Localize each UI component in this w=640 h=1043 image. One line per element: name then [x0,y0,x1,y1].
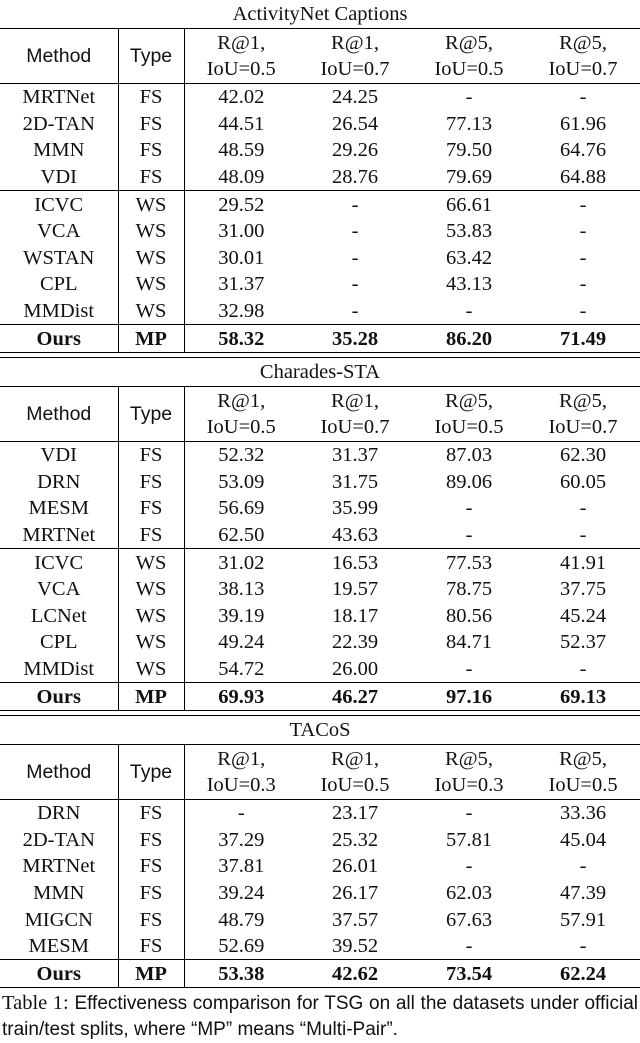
method-cell: LCNet [0,603,118,630]
method-cell: MMN [0,880,118,907]
value-cell: 25.32 [331,828,379,851]
column-header-metric [298,386,412,441]
value-cell: 62.50 [218,524,265,547]
value-cell: 84.71 [445,631,493,654]
header-row [0,386,640,441]
value-cell: 31.00 [218,220,265,243]
value-cell: 26.00 [331,657,379,680]
metric-recall: R@1, [331,747,379,770]
value-cell: 58.32 [184,325,298,352]
value-cell: - [351,246,359,269]
type-cell: FS [118,111,184,138]
value-cell: - [465,935,473,958]
value-cell: 30.01 [218,246,265,269]
value-cell: 35.99 [331,497,379,520]
value-cell: 79.50 [445,139,493,162]
method-cell: VDI [0,441,118,468]
type-cell: WS [118,218,184,245]
column-header-metric [412,29,526,84]
method-cell: CPL [0,629,118,656]
value-cell: 46.27 [298,683,412,710]
value-cell: 64.76 [559,139,607,162]
value-cell: 64.88 [559,166,607,189]
value-cell: 28.76 [331,166,379,189]
value-cell: - [579,524,587,547]
value-cell: - [579,300,587,323]
value-cell: 41.91 [526,549,640,576]
type-cell: FS [118,164,184,191]
value-cell: - [465,657,473,680]
value-cell: 60.05 [559,470,607,493]
ours-row [0,325,640,352]
value-cell: 19.57 [331,578,379,601]
table-row [0,84,640,111]
value-cell: - [298,191,412,218]
table-caption [0,990,640,1043]
metric-iou: IoU=0.5 [320,773,390,796]
method-cell: MRTNet [0,853,118,880]
value-cell: - [579,497,587,520]
metric-recall: R@1, [217,747,266,770]
value-cell: 24.25 [331,86,379,109]
value-cell: 52.69 [218,935,265,958]
table-row [0,495,640,522]
value-cell: 79.69 [445,166,493,189]
value-cell: 57.81 [445,828,493,851]
method-cell: DRN [0,469,118,496]
metric-recall: R@1, [331,32,379,54]
column-header-metric [526,744,640,799]
table-row [0,853,640,880]
column-header-method: Method [0,386,118,441]
table-row [0,245,640,272]
value-cell: 39.19 [218,604,265,627]
value-cell: 48.59 [218,139,265,162]
table-row [0,164,640,191]
metric-recall: R@5, [445,389,493,412]
metric-iou: IoU=0.7 [320,415,390,438]
value-cell: 69.93 [184,683,298,710]
table-row [0,271,640,298]
value-cell: - [579,220,587,243]
value-cell: - [579,935,587,958]
value-cell: 43.13 [445,273,493,296]
type-cell: WS [118,549,184,576]
value-cell: 97.16 [412,683,526,710]
method-cell: MESM [0,933,118,960]
column-header-metric [526,386,640,441]
value-cell: 53.83 [445,220,493,243]
value-cell: 31.02 [184,549,298,576]
metric-recall: R@1, [217,389,266,412]
value-cell: 23.17 [331,802,379,825]
value-cell: - [465,86,473,109]
table-row [0,906,640,933]
section-title: ActivityNet Captions [232,3,408,25]
value-cell: - [579,273,587,296]
table-row [0,441,640,468]
value-cell: - [465,802,473,825]
value-cell: - [465,524,473,547]
method-cell: MESM [0,495,118,522]
value-cell: 67.63 [445,908,493,931]
metric-recall: R@5, [559,747,607,770]
method-cell: MRTNet [0,522,118,549]
value-cell: 57.91 [559,908,607,931]
value-cell: 37.29 [218,828,265,851]
column-header-metric [298,744,412,799]
method-cell: 2D-TAN [0,111,118,138]
value-cell: - [465,300,473,323]
value-cell: 42.62 [298,960,412,987]
method-cell: VCA [0,576,118,603]
method-cell: WSTAN [0,245,118,272]
value-cell: - [526,191,640,218]
value-cell: 69.13 [526,683,640,710]
value-cell: 16.53 [298,549,412,576]
metric-recall: R@5, [559,32,607,54]
section-title: Charades-STA [259,360,381,383]
type-cell: WS [118,603,184,630]
value-cell: 48.79 [218,908,265,931]
value-cell: 49.24 [218,631,265,654]
column-header-metric [412,744,526,799]
value-cell: 80.56 [445,604,493,627]
value-cell: 38.13 [218,578,265,601]
value-cell: 71.49 [526,325,640,352]
type-cell: FS [118,826,184,853]
type-cell: FS [118,84,184,111]
type-cell: WS [118,191,184,218]
metric-iou: IoU=0.7 [548,58,618,80]
table-row [0,629,640,656]
type-cell: FS [118,469,184,496]
value-cell: - [579,246,587,269]
value-cell: 37.81 [218,855,265,878]
table-row [0,218,640,245]
method-cell: ICVC [0,549,118,576]
value-cell: 33.36 [559,802,607,825]
value-cell: 43.63 [331,524,379,547]
type-cell: FS [118,441,184,468]
column-header-metric [184,744,298,799]
column-header-metric [184,386,298,441]
type-cell: FS [118,522,184,549]
value-cell: 39.52 [331,935,379,958]
column-header-metric [526,29,640,84]
type-cell: FS [118,853,184,880]
column-header-metric [412,386,526,441]
value-cell: 37.57 [331,908,379,931]
section-divider [0,987,640,988]
table-row [0,191,640,218]
metric-recall: R@5, [445,32,493,54]
value-cell: 31.37 [331,444,379,467]
value-cell: 31.75 [331,470,379,493]
table-row [0,656,640,683]
method-cell: VCA [0,218,118,245]
value-cell: 48.09 [218,166,265,189]
ours-row [0,683,640,710]
column-header-type: Type [118,29,184,84]
value-cell: 77.53 [412,549,526,576]
value-cell: 61.96 [559,112,607,135]
type-cell: WS [118,629,184,656]
value-cell: 63.42 [445,246,493,269]
value-cell: 32.98 [218,300,265,323]
metric-iou: IoU=0.5 [206,58,276,80]
method-cell: CPL [0,271,118,298]
value-cell: - [237,802,245,825]
table-row [0,549,640,576]
caption-text: Effectiveness comparison for TSG on all the datasets under official train/test splits, where “MP” means “Multi-Pair”. [2,993,638,1041]
value-cell: - [351,220,359,243]
value-cell: 73.54 [412,960,526,987]
column-header-type: Type [118,744,184,799]
metric-iou: IoU=0.7 [320,58,390,80]
type-cell: WS [118,656,184,683]
method-cell: Ours [0,325,118,352]
type-cell: FS [118,933,184,960]
type-cell: FS [118,137,184,164]
value-cell: - [579,855,587,878]
value-cell: 78.75 [445,578,493,601]
value-cell: 56.69 [218,497,265,520]
type-cell: WS [118,576,184,603]
type-cell: FS [118,799,184,826]
value-cell: 77.13 [445,112,493,135]
metric-iou: IoU=0.3 [206,773,276,796]
column-header-method: Method [0,744,118,799]
table-row [0,298,640,325]
method-cell: Ours [0,960,118,987]
table-row [0,137,640,164]
value-cell: 66.61 [412,191,526,218]
ours-row [0,960,640,987]
value-cell: 52.32 [218,444,265,467]
method-cell: DRN [0,799,118,826]
caption-label: Table 1: [2,992,69,1015]
method-cell: MMN [0,137,118,164]
method-cell: MMDist [0,298,118,325]
type-cell: FS [118,906,184,933]
method-cell: MMDist [0,656,118,683]
value-cell: - [579,86,587,109]
table-row [0,522,640,549]
table-row [0,603,640,630]
value-cell: 26.54 [331,112,379,135]
metric-iou: IoU=0.5 [206,415,276,438]
value-cell: 53.09 [218,470,265,493]
value-cell: 62.24 [526,960,640,987]
method-cell: 2D-TAN [0,826,118,853]
value-cell: 52.37 [559,631,607,654]
value-cell: 18.17 [331,604,379,627]
type-cell: WS [118,298,184,325]
metric-iou: IoU=0.7 [548,415,618,438]
value-cell: 26.01 [331,855,379,878]
metric-iou: IoU=0.5 [434,415,504,438]
value-cell: 53.38 [184,960,298,987]
metric-iou: IoU=0.5 [434,58,504,80]
table-charades-sta [0,357,640,710]
method-cell: ICVC [0,191,118,218]
table-tacos [0,715,640,987]
table-activitynet-captions [0,0,640,352]
type-cell: MP [118,325,184,352]
table-row [0,111,640,138]
column-header-method: Method [0,29,118,84]
metric-iou: IoU=0.5 [548,773,618,796]
table-row [0,469,640,496]
value-cell: - [351,273,359,296]
value-cell: 45.04 [559,828,607,851]
method-cell: Ours [0,683,118,710]
value-cell: 26.17 [331,881,379,904]
value-cell: 44.51 [218,112,265,135]
metric-recall: R@1, [217,32,266,54]
value-cell: - [579,657,587,680]
section-title: TACoS [289,718,351,741]
value-cell: 62.30 [559,444,607,467]
value-cell: 42.02 [218,86,265,109]
type-cell: MP [118,960,184,987]
column-header-type: Type [118,386,184,441]
table-row [0,826,640,853]
method-cell: MIGCN [0,906,118,933]
value-cell: 54.72 [218,657,265,680]
metric-recall: R@5, [445,747,493,770]
method-cell: MRTNet [0,84,118,111]
value-cell: 35.28 [298,325,412,352]
metric-iou: IoU=0.3 [434,773,504,796]
table-row [0,880,640,907]
value-cell: 89.06 [445,470,493,493]
type-cell: WS [118,245,184,272]
metric-recall: R@1, [331,389,379,412]
table-row [0,933,640,960]
method-cell: VDI [0,164,118,191]
value-cell: - [465,497,473,520]
header-row [0,744,640,799]
column-header-metric [184,29,298,84]
value-cell: 47.39 [559,881,607,904]
type-cell: FS [118,495,184,522]
type-cell: MP [118,683,184,710]
value-cell: - [351,300,359,323]
value-cell: 62.03 [445,881,493,904]
metric-recall: R@5, [559,389,607,412]
value-cell: 37.75 [559,578,607,601]
header-row [0,29,640,84]
value-cell: 29.52 [184,191,298,218]
value-cell: 29.26 [331,139,379,162]
value-cell: 45.24 [559,604,607,627]
value-cell: 86.20 [412,325,526,352]
type-cell: FS [118,880,184,907]
type-cell: WS [118,271,184,298]
value-cell: 31.37 [218,273,265,296]
value-cell: - [465,855,473,878]
value-cell: 39.24 [218,881,265,904]
column-header-metric [298,29,412,84]
value-cell: 87.03 [445,444,493,467]
table-row [0,799,640,826]
value-cell: 22.39 [331,631,379,654]
table-row [0,576,640,603]
